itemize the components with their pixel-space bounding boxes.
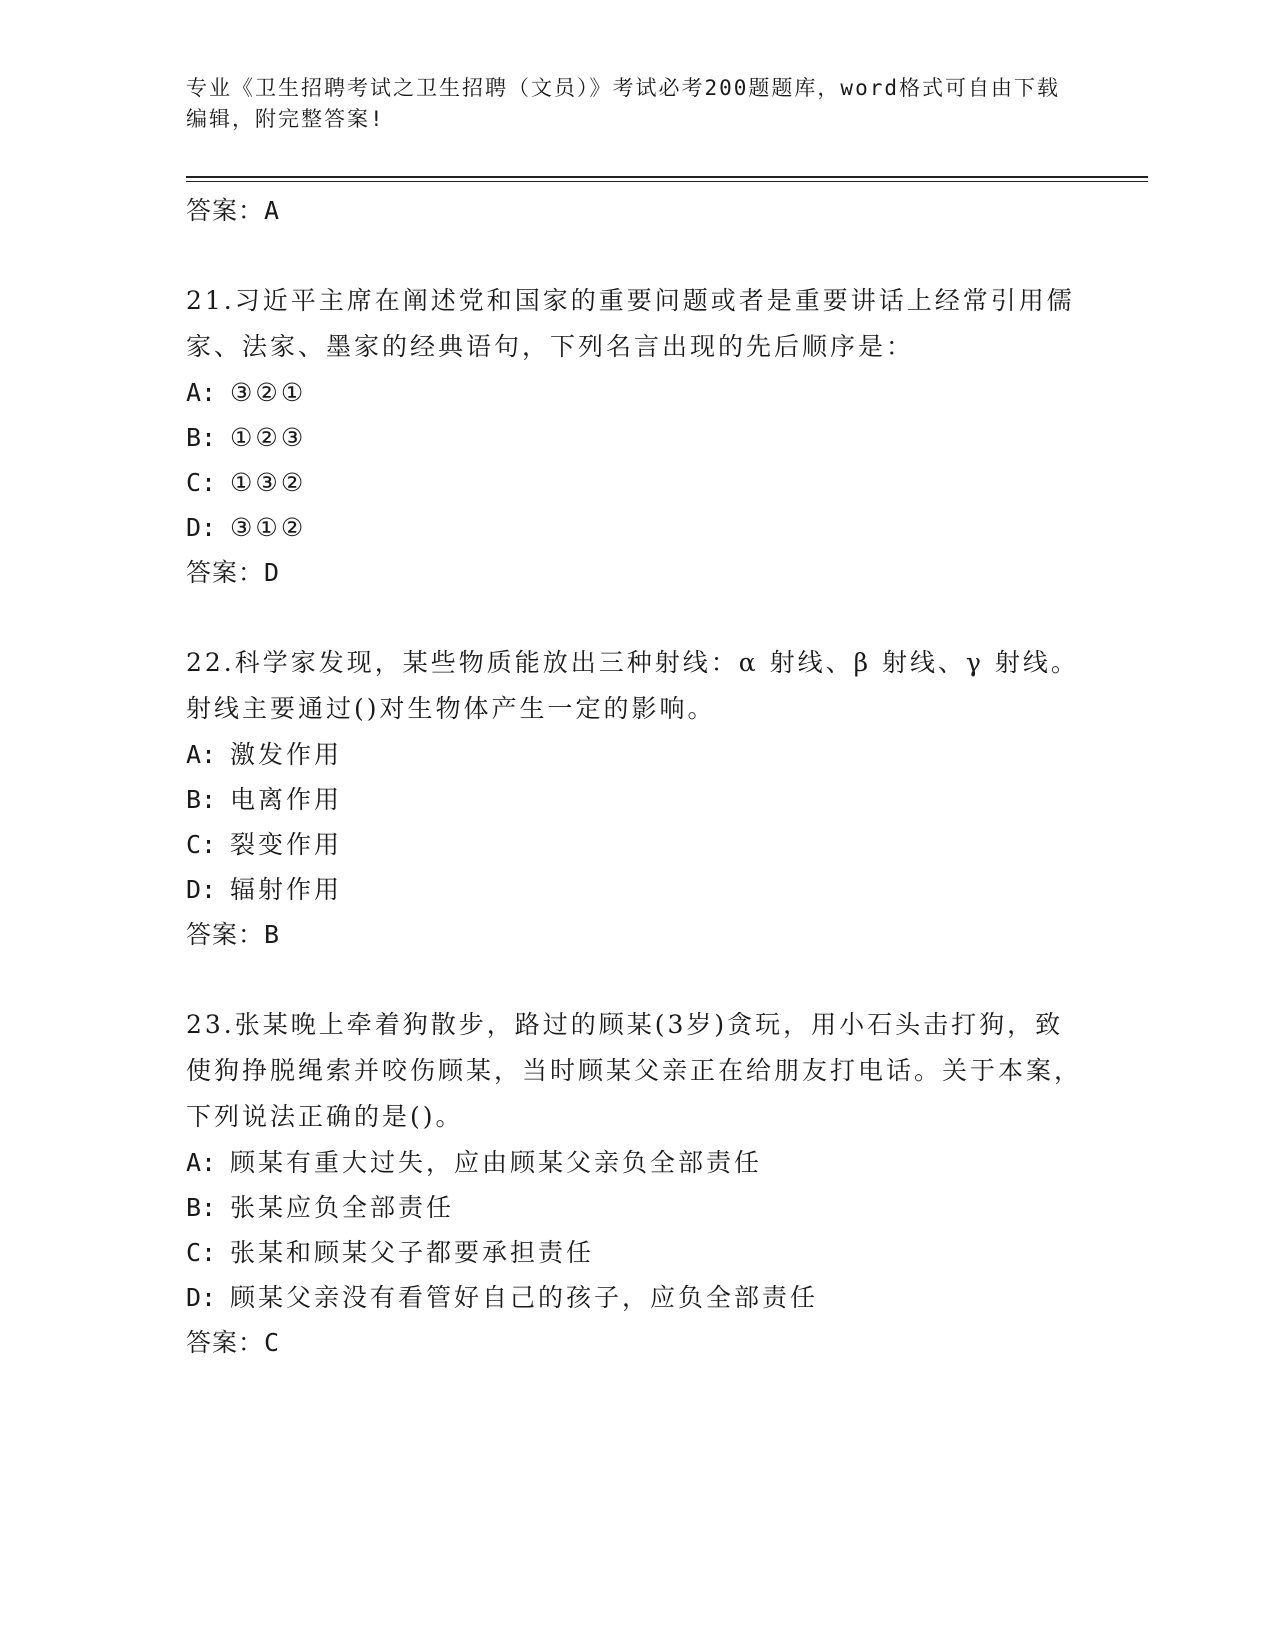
answer-value: D xyxy=(264,558,281,587)
answer-label: 答案： xyxy=(186,1328,265,1357)
option-text: 电离作用 xyxy=(230,785,343,814)
option-c xyxy=(186,460,1086,505)
option-d xyxy=(186,1275,1086,1320)
document-header: 专业《卫生招聘考试之卫生招聘（文员）》考试必考200题题库，word格式可自由下载编辑，附完整答案! xyxy=(186,76,1060,131)
option-letter: A: xyxy=(186,378,217,407)
option-text: ③②① xyxy=(230,378,307,407)
option-letter: B: xyxy=(186,423,217,452)
answer-value: A xyxy=(264,196,281,225)
answer-value: B xyxy=(264,920,281,949)
option-letter: D: xyxy=(186,875,217,904)
option-b xyxy=(186,1185,1086,1230)
option-letter: C: xyxy=(186,830,217,859)
option-text: 张某和顾某父子都要承担责任 xyxy=(230,1238,595,1267)
question-stem: 21.习近平主席在阐述党和国家的重要问题或者是重要讲话上经常引用儒家、法家、墨家的经典语句，下列名言出现的先后顺序是： xyxy=(186,286,1075,361)
question-22 xyxy=(186,640,1086,732)
option-b xyxy=(186,777,1086,822)
option-text: 裂变作用 xyxy=(230,830,343,859)
question-21 xyxy=(186,278,1086,370)
option-text: 顾某父亲没有看管好自己的孩子，应负全部责任 xyxy=(230,1283,819,1312)
answer-23 xyxy=(186,1320,1086,1365)
option-text: ③①② xyxy=(230,513,307,542)
previous-answer xyxy=(186,188,1086,233)
option-letter: B: xyxy=(186,1193,217,1222)
option-letter: B: xyxy=(186,785,217,814)
option-text: 激发作用 xyxy=(230,740,343,769)
option-a xyxy=(186,370,1086,415)
option-letter: C: xyxy=(186,468,217,497)
option-d xyxy=(186,505,1086,550)
question-stem: 22.科学家发现，某些物质能放出三种射线：α 射线、β 射线、γ 射线。射线主要通过()对生物体产生一定的影响。 xyxy=(186,648,1079,723)
answer-22 xyxy=(186,912,1086,957)
header-divider xyxy=(186,176,1148,182)
answer-21 xyxy=(186,550,1086,595)
option-text: 辐射作用 xyxy=(230,875,343,904)
option-c xyxy=(186,1230,1086,1275)
option-text: ①③② xyxy=(230,468,307,497)
option-text: 张某应负全部责任 xyxy=(230,1193,455,1222)
option-text: 顾某有重大过失，应由顾某父亲负全部责任 xyxy=(230,1148,763,1177)
option-text: ①②③ xyxy=(230,423,307,452)
option-a xyxy=(186,1140,1086,1185)
question-23 xyxy=(186,1002,1086,1140)
question-stem: 23.张某晚上牵着狗散步，路过的顾某(3岁)贪玩，用小石头击打狗，致使狗挣脱绳索并咬伤顾某，当时顾某父亲正在给朋友打电话。关于本案，下列说法正确的是()。 xyxy=(186,1010,1083,1131)
option-a xyxy=(186,732,1086,777)
option-letter: D: xyxy=(186,1283,217,1312)
option-letter: D: xyxy=(186,513,217,542)
answer-value: C xyxy=(264,1328,281,1357)
answer-label: 答案： xyxy=(186,920,265,949)
option-letter: A: xyxy=(186,740,217,769)
option-c xyxy=(186,822,1086,867)
question-list xyxy=(186,188,1086,1365)
answer-label: 答案： xyxy=(186,196,265,225)
option-b xyxy=(186,415,1086,460)
option-d xyxy=(186,867,1086,912)
option-letter: C: xyxy=(186,1238,217,1267)
option-letter: A: xyxy=(186,1148,217,1177)
answer-label: 答案： xyxy=(186,558,265,587)
